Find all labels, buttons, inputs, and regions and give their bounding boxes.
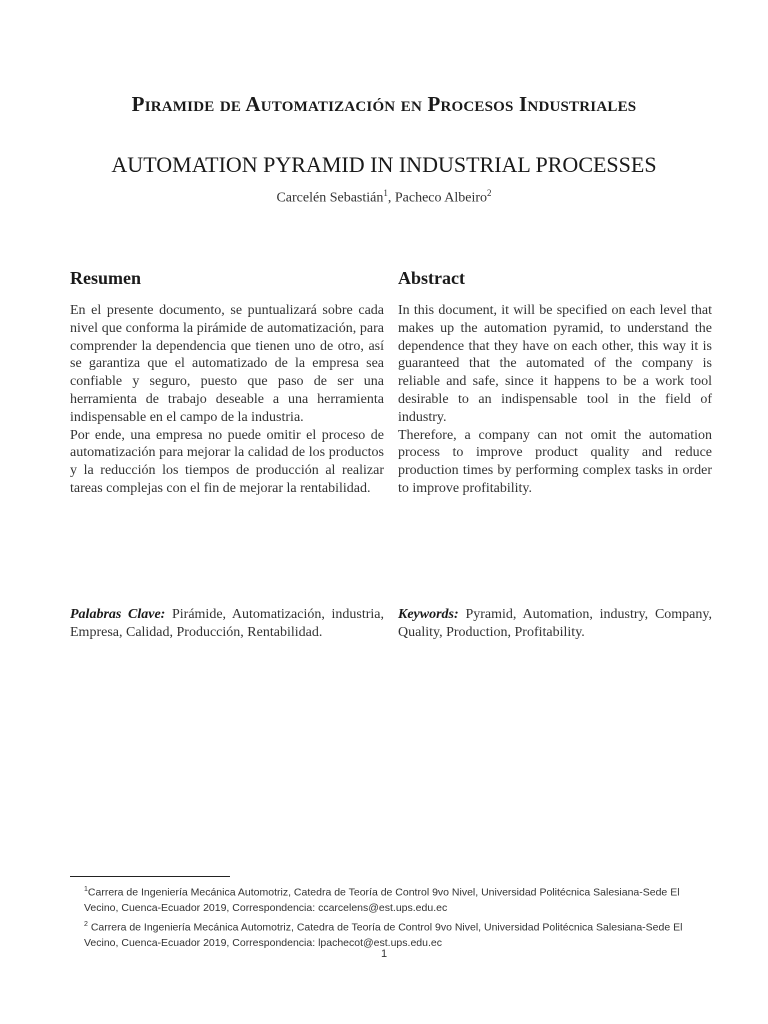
resumen-paragraph-2: Por ende, una empresa no puede omitir el proceso de automatización para mejorar la calidad de los productos y la reducción los tiempos de producción al realizar tareas complejas con el fin de mejorar la rentabilidad. <box>70 427 384 496</box>
footnote-2-text: Carrera de Ingeniería Mecánica Automotriz, Catedra de Teoría de Control 9vo Nivel, Universidad Politécnica Salesiana-Sede El Vecino, Cuenca-Ecuador 2019, Correspondencia: lpachecot@est.ups.edu.ec <box>84 921 683 949</box>
resumen-paragraph-1: En el presente documento, se puntualizará sobre cada nivel que conforma la pirámide de automatización, para comprender la dependencia que tienen uno de otro, así se garantiza que el automatizado de la empresa sea confiable y seguro, puesto que paso de ser una herramienta de trabajo deseable a una herramienta indispensable en el campo de la industria. <box>70 303 384 425</box>
footnote-1-mark: 1 <box>84 886 88 893</box>
author-separator: , <box>387 190 395 206</box>
footnote-2 <box>84 917 704 952</box>
author-2-mark: 2 <box>487 188 492 198</box>
abstract-keywords <box>398 606 712 642</box>
page-number: 1 <box>380 948 388 960</box>
authors-line <box>0 188 768 207</box>
title-spanish: Piramide de Automatización en Procesos Industriales <box>131 92 637 116</box>
abstract-heading: Abstract <box>398 268 465 288</box>
resumen-keywords-text: Pirámide, Automatización, industria, Empresa, Calidad, Producción, Rentabilidad. <box>70 607 384 640</box>
author-2: Pacheco Albeiro <box>394 190 488 206</box>
footnotes <box>84 882 704 951</box>
resumen-heading: Resumen <box>70 268 141 288</box>
abstract-paragraph-1: In this document, it will be specified on each level that makes up the automation pyramid, to understand the dependence that they have on each other, this way it is guaranteed that the automated of the company is reliable and safe, since it happens to be a work tool desirable to an indispensable tool in the field of industry. <box>398 303 712 425</box>
footnote-1 <box>84 882 704 917</box>
resumen-body <box>70 302 384 498</box>
resumen-keywords <box>70 606 384 642</box>
footnote-separator <box>70 876 230 877</box>
abstract-keywords-text: Pyramid, Automation, industry, Company, Quality, Production, Profitability. <box>398 607 712 640</box>
abstract-body <box>398 302 712 498</box>
abstract-paragraph-2: Therefore, a company can not omit the automation process to improve product quality and reduce production times by performing complex tasks in order to improve profitability. <box>398 427 712 496</box>
resumen-keywords-label: Palabras Clave: <box>70 607 166 622</box>
author-1-mark: 1 <box>383 188 388 198</box>
abstract-keywords-label: Keywords: <box>398 607 459 622</box>
author-1: Carcelén Sebastián <box>276 190 384 206</box>
footnote-2-mark: 2 <box>84 920 88 928</box>
title-english: AUTOMATION PYRAMID IN INDUSTRIAL PROCESSES <box>111 152 657 177</box>
footnote-1-text: Carrera de Ingeniería Mecánica Automotriz, Catedra de Teoría de Control 9vo Nivel, Universidad Politécnica Salesiana-Sede El Vecino, Cuenca-Ecuador 2019, Correspondencia: ccarcelens@est.ups.edu.ec <box>84 886 680 914</box>
